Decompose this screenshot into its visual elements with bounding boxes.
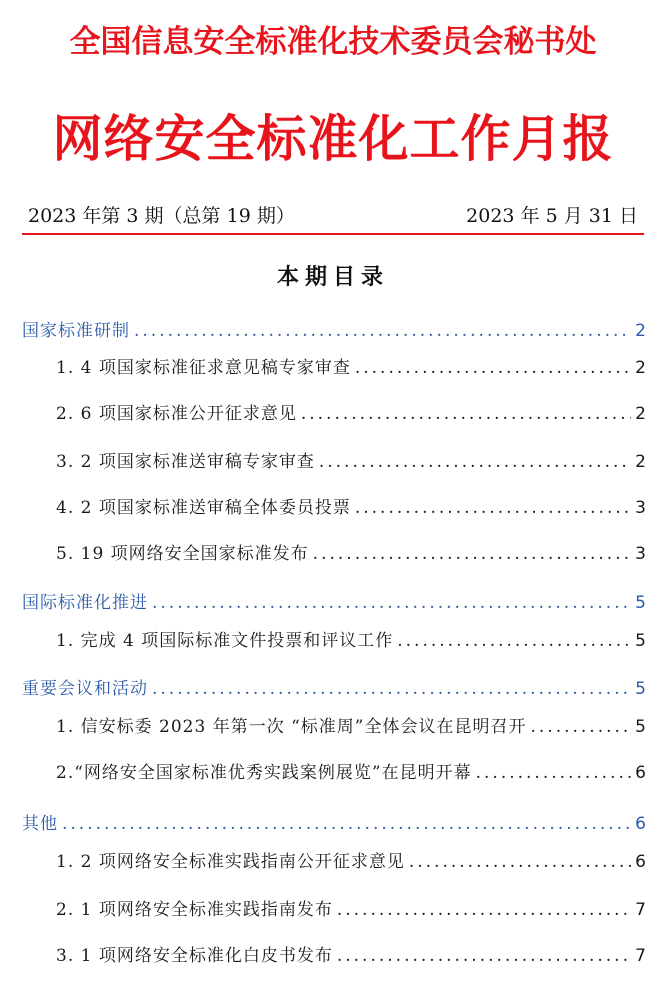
toc-page-number: 5 (635, 631, 646, 651)
toc-entry-title: 国家标准研制 (22, 321, 130, 341)
toc-entry-title: 3. 1 项网络安全标准化白皮书发布 (56, 946, 333, 966)
toc-section[interactable] (22, 318, 646, 344)
toc-dot-leader (530, 714, 631, 740)
toc-item[interactable] (56, 628, 646, 654)
toc-page-number: 2 (635, 358, 646, 378)
toc-entry-title: 1. 完成 4 项国际标准文件投票和评议工作 (56, 631, 394, 651)
toc-dot-leader (313, 541, 632, 567)
toc-entry-title: 1. 信安标委 2023 年第一次 “标准周”全体会议在昆明召开 (56, 717, 527, 737)
toc-page-number: 6 (635, 763, 646, 783)
toc-dot-leader (152, 676, 631, 702)
toc-dot-leader (319, 449, 631, 475)
toc-dot-leader (152, 590, 631, 616)
toc-dot-leader (409, 849, 631, 875)
toc-section[interactable] (22, 676, 646, 702)
toc-page-number: 7 (635, 946, 646, 966)
toc-entry-title: 5. 19 项网络安全国家标准发布 (56, 544, 309, 564)
toc-dot-leader (301, 401, 631, 427)
toc-section[interactable] (22, 590, 646, 616)
toc-page-number: 5 (635, 679, 646, 699)
toc-dot-leader (397, 628, 631, 654)
toc-page-number: 6 (635, 852, 646, 872)
toc-item[interactable] (56, 760, 646, 786)
toc-page-number: 5 (635, 717, 646, 737)
toc-entry-title: 2. 1 项网络安全标准实践指南发布 (56, 900, 333, 920)
toc-item[interactable] (56, 449, 646, 475)
toc-item[interactable] (56, 495, 646, 521)
toc-dot-leader (476, 760, 632, 786)
toc-entry-title: 1. 2 项网络安全标准实践指南公开征求意见 (56, 852, 405, 872)
toc-page-number: 3 (635, 544, 646, 564)
toc-entry-title: 1. 4 项国家标准征求意见稿专家审查 (56, 358, 351, 378)
toc-dot-leader (355, 495, 631, 521)
toc-item[interactable] (56, 897, 646, 923)
toc-item[interactable] (56, 943, 646, 969)
toc-item[interactable] (56, 355, 646, 381)
toc-entry-title: 其他 (22, 814, 58, 834)
toc-page-number: 2 (635, 452, 646, 472)
toc-entry-title: 2. 6 项国家标准公开征求意见 (56, 404, 297, 424)
toc-item[interactable] (56, 714, 646, 740)
toc-dot-leader (337, 897, 631, 923)
toc-entry-title: 重要会议和活动 (22, 679, 148, 699)
issue-date: 2023 年 5 月 31 日 (466, 205, 638, 227)
toc-entry-title: 2.“网络安全国家标准优秀实践案例展览”在昆明开幕 (56, 763, 472, 783)
toc-dot-leader (134, 318, 631, 344)
toc-page-number: 6 (635, 814, 646, 834)
toc-page-number: 5 (635, 593, 646, 613)
issue-number: 2023 年第 3 期（总第 19 期） (28, 205, 295, 227)
toc-dot-leader (355, 355, 631, 381)
toc-page-number: 7 (635, 900, 646, 920)
toc-item[interactable] (56, 401, 646, 427)
toc-dot-leader (62, 811, 631, 837)
toc-entry-title: 3. 2 项国家标准送审稿专家审查 (56, 452, 315, 472)
toc-dot-leader (337, 943, 631, 969)
toc-item[interactable] (56, 541, 646, 567)
organization-title: 全国信息安全标准化技术委员会秘书处 (69, 24, 597, 60)
toc-entry-title: 4. 2 项国家标准送审稿全体委员投票 (56, 498, 351, 518)
toc-item[interactable] (56, 849, 646, 875)
toc-entry-title: 国际标准化推进 (22, 593, 148, 613)
toc-heading: 本期目录 (276, 264, 389, 290)
toc-page-number: 2 (635, 321, 646, 341)
toc-page-number: 3 (635, 498, 646, 518)
toc-section[interactable] (22, 811, 646, 837)
toc-page-number: 2 (635, 404, 646, 424)
report-title: 网络安全标准化工作月报 (52, 109, 614, 168)
